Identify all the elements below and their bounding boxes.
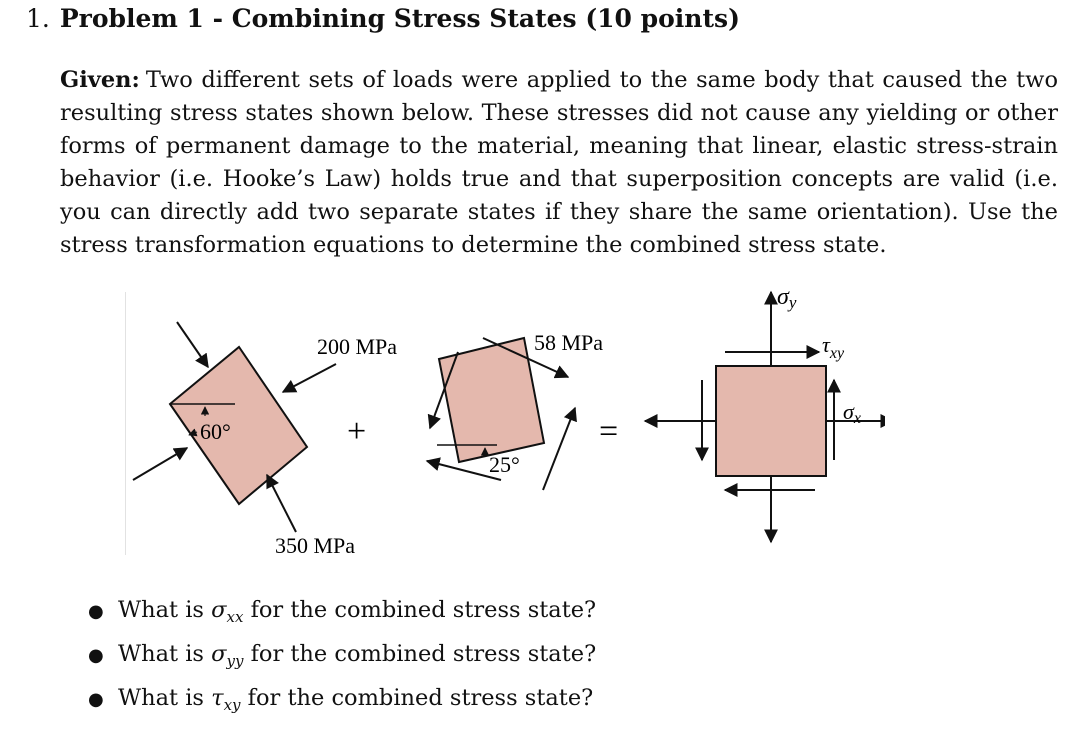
question-symbol: σ	[211, 597, 227, 623]
result-sigma-x-label	[843, 399, 861, 427]
question-symbol: τ	[211, 685, 224, 711]
result-sigma-y-label	[777, 284, 797, 312]
given-label: Given:	[60, 67, 140, 93]
given-paragraph	[60, 64, 1058, 262]
question-list	[88, 594, 596, 726]
question-prefix: What is	[118, 641, 204, 667]
problem-title: Problem 1 - Combining Stress States (10 points)	[59, 4, 740, 33]
state1-angle-label: 60°	[200, 419, 231, 444]
bullet-icon: ●	[88, 689, 104, 710]
state2-square	[439, 338, 544, 462]
question-subscript: yy	[226, 652, 244, 670]
state1-stress-200: 200 MPa	[317, 334, 398, 359]
state1-arrow-right	[283, 364, 336, 392]
question-item	[88, 638, 596, 682]
state2-angle-label: 25°	[489, 452, 520, 477]
result-sigma-x-symbol: σ	[843, 399, 854, 424]
question-prefix: What is	[118, 685, 204, 711]
question-suffix: for the combined stress state?	[247, 685, 594, 711]
given-text: Two different sets of loads were applied to the same body that caused the two resulting stress states shown below. These stresses did not cause any yielding or other forms of permanent damage to the material, meaning that linear, elastic stress-strain behavior (i.e. Hooke’s Law) holds true and that superposition concepts are valid (i.e. you can directly add two separate states if they share the same orientation). Use the stress transformation equations to determine the combined stress state.	[60, 67, 1058, 258]
stress-diagram	[125, 280, 885, 570]
question-suffix: for the combined stress state?	[250, 597, 597, 623]
state1-square	[170, 347, 307, 504]
question-symbol: σ	[211, 641, 227, 667]
result-tau-label	[822, 332, 845, 362]
question-subscript: xy	[223, 696, 241, 714]
stress-figure	[125, 280, 885, 570]
result-element	[645, 284, 885, 542]
result-sigma-y-symbol: σ	[777, 284, 789, 310]
result-tau-symbol: τ	[822, 332, 830, 357]
state1-arrow-left	[133, 448, 187, 480]
state2-shear-58: 58 MPa	[534, 330, 604, 355]
problem-heading	[26, 4, 740, 33]
state2-element	[427, 330, 603, 490]
result-sigma-y-sub: y	[788, 293, 797, 312]
question-suffix: for the combined stress state?	[250, 641, 597, 667]
result-tau-sub: xy	[829, 345, 845, 362]
plus-sign: +	[347, 413, 367, 450]
question-item	[88, 594, 596, 638]
question-item	[88, 682, 596, 726]
equals-sign: =	[599, 413, 619, 450]
bullet-icon: ●	[88, 645, 104, 666]
question-prefix: What is	[118, 597, 204, 623]
result-square	[716, 366, 826, 476]
state1-arrow-bottom	[267, 475, 296, 532]
state1-arrow-top	[177, 322, 208, 367]
state2-shear-right	[543, 408, 575, 490]
question-subscript: xx	[226, 608, 244, 626]
result-sigma-x-sub: x	[853, 410, 861, 427]
problem-number: 1.	[26, 4, 50, 33]
state1-stress-350: 350 MPa	[275, 533, 356, 558]
bullet-icon: ●	[88, 601, 104, 622]
